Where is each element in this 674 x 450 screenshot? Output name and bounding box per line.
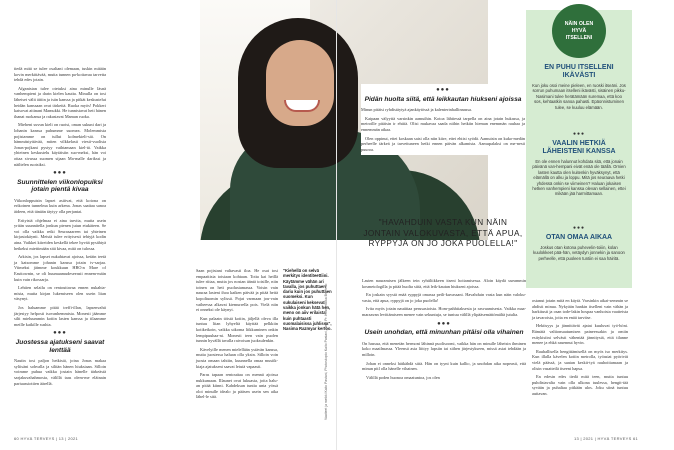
paragraph: Kun palaatn töistä kotiin, jäljellä oleva illa tuntuu liian lyhyeltä käyttää pelkkiin kotikeikoin, vaikka uikoma liikkuminen onkin lempipuuhaa-ni. Monesti teen vain puolen tunnin hyvällä tavalla raivoisan juoksulenkin. <box>196 315 278 344</box>
paragraph: Minun pitäisi ryhdistäytyä ajankäytössä ja kalenterinhallinnassa. <box>361 107 472 113</box>
sidebar-text: Joskus otan kotona puhevelin-toiiin, kolan kuulokkeet pää-hän, vetäydyn jonnekin ja sanoon perheelle, että puoleen tuntiin ei saa häiritä. <box>533 245 625 261</box>
photo-face <box>266 40 334 126</box>
section-divider: ●●● <box>53 170 67 177</box>
paragraph: Rauhallisella hengittämisellä on myös iso merkitys. Kun illalla kävelen kotiin metrolla, työasiat pyörivät vielä päässä, ja saatan keskit-tyä rauhoittamaan ja olisin vasatteilä itseeni hapsa. <box>532 348 628 371</box>
section-divider: ●●● <box>53 330 67 337</box>
page-footer: 60 HYVÄ TERVEYS | 13 | 2021 <box>14 436 79 441</box>
sidebar-section <box>532 140 626 197</box>
paragraph: Jos haluamme pitää treffi-illan, lapsenvahti järjestyy helposti isovanhemmista. Monesti jäämme silti mieluummin kotiin lasten kanssa ja tilaamme meille kaikille sushia. <box>14 304 106 327</box>
sidebar-title: OTAN OMAA AIKAA <box>545 234 613 241</box>
sidebar-text: En ole ennen halunnut kohdata sitä, että jonain päivänä van-hempani eivät enää ole täällä. Ornien lasten kautta olen kuitenkin hyväksynyt, että elämällä on alku ja loppu. Mitä jos seuraava hetki yhdessä onkin se viimeinen? Haluan jokaisen hetken vanhempieni kanssa olevan sellainen, ettei mikään jää harmittamaan. <box>532 159 626 197</box>
paragraph: Viikonloppuisin lapset asiitvat, että kotona on erikoinen tunnelma kuin arkena. Jonas saattaa sanoa äideen, että tänään täytyy olla perjantai. <box>14 197 106 215</box>
far-right-column <box>532 298 628 400</box>
paragraph: Kävelyille menen mielellään ystävän kanssa, mutta juostessa haluan olla yksin. Silloin voin juosta omaan tahtiin, kuunnella omaa musiik-kiaja ajatukseni saavat leiutä vapaasti. <box>196 346 278 369</box>
sidebar-badge <box>552 4 606 58</box>
paragraph: Erityistä ohjelmaa ei aina tarvita, mutta usein yritän suunnitella jonkun pienen jutun etukäteen. Se voi olla vaikka retki Seurasaareen tai yhteinen kirjastokäynti. Meistä tulee erityisesti tehtyjä kodin aina. Vaikkei kiireiden keskellä tekee hyvää pysähtyä hetkeksi miettimään sitä kivaa, mitä on tulossa. <box>14 217 106 251</box>
paragraph: Mieheni suvun kieli on ruotsi, oman sukuni dari ja lohanin kanssa puhumme suomea. Molemmista pojistamme on tullut kolmekieli-siä. On hämmästyttävää, miten vilkkelasti viesti-vuolisia Jonas-pojkani pystyy vaihtamaan kiel-tä. Vaikka yhteinen keskustelu käytäisiin suo-meksi, hän voi ottaa sivussa suomen sijaan Ma-malle darikssi ja näiltelen ruotsiksi. <box>14 122 106 167</box>
page-footer: 13 | 2021 | HYVÄ TERVEYS 61 <box>574 436 639 441</box>
sidebar-text: Kun joku osoi meine pieleen, en ruoski itseäni. Jos sorrun puhumaan itselleni ikävästi, sisäinen pikku-Nasimani tulee herätämään suremaa, että koo sos, kehtaatkin sanoa pahasti. Epäonnistuminen tulee, se kuuluu elämään. <box>532 83 626 110</box>
subheading: Juostessa ajatukseni saavat lenttää <box>15 338 105 354</box>
paragraph: En edesin edes tiedä mitä teen, mutta tuntuu puhdistavalta vain olla ulkona tuulessa, hengit-tää syvään ja puhaltaa pitkään ulos. Joku siinä tuntuu auttavan. <box>532 374 628 396</box>
paragraph: ostanut jotain mitä en käytä. Varsinkin aikai-semmin se ahdisti minua. Nykyään hankin itselleni vain vähän ja harkitusti ja osan tode-lakin hospaa vanhoista vaatteista ja tavaroista, joita en enää tarvitse. <box>532 298 628 320</box>
right-column-lower <box>362 278 526 383</box>
paragraph: Arkisin, jos lapset nukahtavat ajoissa, ketäin teetä ja katsomme johanin kanssa jotain tv-sarjaa. Viimeksi jäimme koukkuun HBO:n Mare of Easttownin, se oli huumaamudeseeasti ennem-mäin kuin vain rikossarja. <box>14 254 106 282</box>
sidebar-section <box>532 234 626 261</box>
sidebar-divider: ●●● <box>572 132 586 137</box>
paragraph: tiedä mitä se tulee osaltani olemaan, tuskin mitään kovin merkittävää, mutta tunnen pa-kottavaa tarvetta tehdä edes jotain. <box>14 66 106 83</box>
middle-column <box>196 268 278 403</box>
section-divider: ●●● <box>436 87 450 93</box>
subheading: Pidän huolta siitä, että leikkautan hiukseni ajoissa <box>364 95 522 103</box>
sidebar-badge-label: NÄIN OLEN HYVÄ ITSELLENI <box>564 20 594 41</box>
paragraph: Afganistan tulee otetuksi aina minulle läsnä vanhempieni ja darin kielen kautta. Minulla on tosi läheiset välit äitiin ja isän kanssa ja pitkät keskustelut heidän kanssaan ovat tärkeitä. Ruoka myös! Pokkeri katsovat aitinani Mamukki. He tunnistavat heti hänen ihanat ruokansa ja rakastavat Maman ruoka. <box>14 85 107 119</box>
pull-quote: "HAVAHDUIN VASTA KUN NÄIN JONTAIN VALOKUVASTA, ETTÄ APUA, RYPPYJÄ ON JO JOKA PUOLELLA!" <box>363 218 523 248</box>
paragraph: On hassua, että menetän hermoni lähinnä puolisoomi, vaikka hän on minulle läheisin ihminen koko maailmassa. Yleensä asia liittyy lapsiin tai siihen järjestykseen, missä asiat tehdään ja milloin. <box>362 340 526 357</box>
paragraph: Johan ei onneksi hätkähdä siitä. Hän on tyyni kuin kallio, ja unohdan aika nopeasti, että minun pitl olla hänelle vihainen. <box>362 360 526 372</box>
subheading: Usein unohdan, että minunhan pitäisi olla vihainen <box>364 329 524 337</box>
paragraph: Saan pojistani valtavasti iloa. He osat tosi empaattisia toisiaan kohtaan. Totta kai heillä tulee riitaa, mutta jos nostan ääntä toisille, niin toinen on heti puolustamassa. Voisin vain nauraa lasteni ihoa kaiken päivää ja pitää heitä kopoltuomin sylissä. Pojat varmaan jou-vain vaiheessa alkavat kiemurrella pois. Vielä niin ei onneksi ole käynyt. <box>196 268 278 313</box>
sidebar-divider: ●●● <box>572 226 586 231</box>
paragraph: Ivita myös jotain nautittaa perusasioista. Hom-pahhtiaksesta ja rasvaamisesta. Vaikka maa-maraavan levittämiseen menee vain sekuntuja, se tuntuu välillä ylipääsemättömältä jutulta. <box>362 306 526 317</box>
subheading: Suunnittelen viikonlopuiksi jotain pientä kivaa <box>17 178 103 194</box>
right-column <box>361 84 525 155</box>
paragraph: Lasten nauramisen jälkeen tein ryhtiliikkeen itseni hoitamisessa. Aloin käydä useammin kosmetologilla ja pitää huolta siitä, että leik-kautan hiukseni ajoissa. <box>362 278 526 289</box>
paragraph: Hektisyys ja jännittävät ajatat kuuluvat työ-höni. Rämätä valtionsaatumisen paineessakin ja omiin esitykisiini selvästi vähentää jännitystä, että tilanne menee ja ehkä rauennut hyvin. <box>532 323 628 346</box>
sidebar-title: EN PUHU ITSELLENI IKÄVÄSTI <box>544 64 614 79</box>
paragraph: Paras tapaan rentouttaa on mennä ajoissa nukkumaan. Illaunet ovat lukuasta, joita halu-an pitää kiinni. Kahdeksan tuntia unta yössä oloi minulle idealo ja pääsen usein sen aika lähel-le sitä. <box>196 372 278 400</box>
sidebar-section <box>532 64 626 110</box>
photo-credit: Vaatteet ja meikki Kaito Pastani, Photoskopio Kaito Pastani, Aimo Pr. Kosmetiikka Bri Hello <box>324 283 328 420</box>
paragraph: Olen oppinut, ettei koskaan saisi olla niin kiire, ettei ehtisi syödä. Aamuisin on kuko-medän perheelle tärkeä ja tarvettuneen hetki ennen päivän alkamista. Aamupalaksi on me-nesti puuroa. <box>361 135 525 152</box>
paragraph: Välillä poden huonoa omaatuntoa, jos olen <box>366 374 440 380</box>
photo-caption: "Kiehellä on selvä merkitys identiteettiini. Käytämme vähän ari tavalla, jos puhuttaen dariu kuin jos puhuttaen suomeksi. Kun sukulaiseni keksevat vaikka jonkun hätä hen, meno on aiiv erilaista kuin puhtaasti suomalaisissa juhlissa", Nasima Razmyar kertoo. <box>283 268 332 332</box>
sidebar-title: VAALIN HETKIÄ LÄHEISTENI KANSSA <box>542 140 616 155</box>
paragraph: En joskain syystä enää ryppyjä omassa peili-kuvassani. Havahduin vasta kun näin valoku-vasta, että apua, ryppyjä on jo joka puolella! <box>362 292 526 303</box>
paragraph: Nautin tosi paljon hetkistä, joina Jonas makaa syliisäni sohvalla ja silitän hänen hiuksiaan. Silloin voimme puhua vaikka jostain hänelle tärkeästä sarjakuvahahmosta, välillä taas olem-me eläinain pariuassiottien äärellä. <box>14 358 106 386</box>
section-divider: ●●● <box>437 320 451 327</box>
left-column <box>14 66 106 389</box>
paragraph: Lehtien selailu on rentouttavaa ennen nukahta-mista, mutta kirjan lukemiseen olen usein liian väsynyt. <box>14 285 106 302</box>
paragraph: Kaipaan välyyttä varsinkin aamuihin. Kotoa lähtiessä tarpella on aina jotain hukassa, ja metroille pitäisin ir ehtiiä. Olisi mukavaa saada niihin hetkiin hieman enemmän rauhaa ja ennemmän aikaa. <box>361 115 525 132</box>
